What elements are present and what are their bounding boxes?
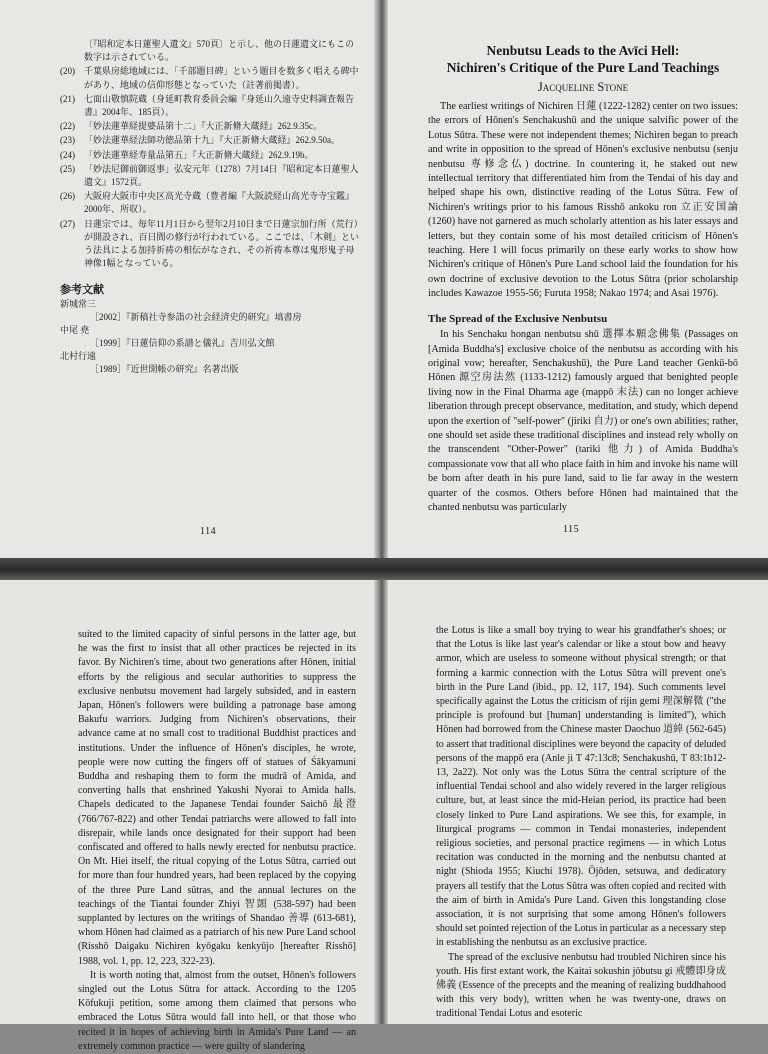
bibliography-entry: ［2002］『新稿社寺参詣の社会経済史的研究』塙書房 xyxy=(90,311,302,322)
note xyxy=(60,65,360,91)
author: Jacqueline Stone xyxy=(537,80,629,94)
bibliography-entry: ［1999］『日蓮信仰の系譜と儀礼』吉川弘文館 xyxy=(90,337,275,348)
article-title xyxy=(428,42,738,76)
paragraph: suited to the limited capacity of sinful persons in the latter age, but he was the first to insist that all other practices be rejected in its favor. By Nichiren's time, about two generations after Hōnen, initial efforts by the religious and secular authorities to suppress the exclusive nenbutsu movement had largely subsided, and in eastern Japan, Hōnen's followers were building a patronage base among Bakufu warriors. Judging from Nichiren's observations, their advance came at no small cost to traditional Buddhist practices and institutions. Under the influence of Hōnen's disciples, he wrote, people were now cutting the fingers off of statues of Śākyamuni Buddha and reshaping them to form the mudrā of Amida, and converting halls that enshrined Yakushi Nyorai to Amida halls. Chapels dedicated to the Japanese Tendai founder Saichō 最澄 (766/767-822) and other Tendai patriarchs were allowed to fall into disrepair, while lands once designated for their support had been confiscated and offered to halls newly erected for nenbutsu practice. On Mt. Hiei itself, the ritual copying of the Lotus Sūtra, carried out for more than four hundred years, had been replaced by the copying of the three Pure Land sūtras, and the annual lectures on the teachings of the Tiantai founder Zhiyi 智顗 (538-597) had been supplanted by lectures on the writings of Shandao 善導 (613-681), whom Hōnen had claimed as a patriarch of his new Pure Land school (Risshō Daigaku Nichiren kyōgaku kenkyūjo [hereafter Risshō] 1988, vol. 1, pp. 12, 223, 322-23). xyxy=(78,629,356,967)
bibliography-entry: 中尾 堯 xyxy=(60,324,90,335)
note-text: 七面山敬慎院蔵（身延町教育委員会編『身延山久遠寺史料調査報告書』2004年、185頁）。 xyxy=(84,93,355,118)
note xyxy=(60,38,360,64)
paragraph: The earliest writings of Nichiren 日蓮 (1222-1282) center on two issues: the errors of Hōnen's Senchakushū and the unique salvific power of the Lotus Sūtra. These were not independent themes; Nichiren began to preach and write in opposition to the spread of Hōnen's exclusive nenbutsu (senju nenbutsu 専修念仏) doctrine. In countering it, he staked out new intellectual territory that differentiated him from the Tendai of his day and helped shape his own, distinctive reading of the Lotus Sūtra. Few of Nichiren's writings prior to his famous Risshō ankoku ron 立正安国論 (1260) have not garnered as much scholarly attention as his later essays and letters, but they contain some of his most detailed criticism of Hōnen's teaching. Here I will focus primarily on these early works to show how Nichiren's critique of Hōnen's Pure Land school laid the foundation for his own doctrine of exclusive devotion to the Lotus Sūtra (prior scholarship includes Kawazoe 1955-56; Furuta 1958; Nakao 1974; and Asai 1976). xyxy=(428,101,738,300)
note-text: 「妙法尼御前御返事」弘安元年（1278）7月14日『昭和定本日蓮聖人遺文』1572頁。 xyxy=(84,163,359,188)
page-number: 115 xyxy=(563,524,580,535)
note-number: (24) xyxy=(60,149,75,160)
note-number: (23) xyxy=(60,135,75,146)
paragraph: The spread of the exclusive nenbutsu had troubled Nichiren since his youth. His first extant work, the Kaitai sokushin jōbutsu gi 戒體即身成佛義 (Essence of the precepts and the meaning of realizing buddhahood with this very body), written when he was twenty-one, draws on traditional Tendai Lotus and esoteric xyxy=(436,951,726,1020)
page-number: 114 xyxy=(200,526,217,537)
note-text: 日蓮宗では、毎年11月1日から翌年2月10日まで日蓮宗加行所（荒行）が開設され、百日間の修行が行われている。ここでは、「木剣」という法具による加持祈祷の相伝がなされ、その祈祷本尊は鬼形鬼子母神像1幅となっている。 xyxy=(84,218,360,269)
note xyxy=(60,149,360,162)
title-line: Nenbutsu Leads to the Avīci Hell: xyxy=(486,43,680,58)
bibliography-entry: 北村行遠 xyxy=(60,350,97,361)
note-text: 〔『昭和定本日蓮聖人遺文』570頁〕と示し、他の日蓮遺文にもこの数字は示されている。 xyxy=(84,39,355,63)
section-heading: The Spread of the Exclusive Nenbutsu xyxy=(428,312,608,325)
page-114 xyxy=(0,0,374,560)
note-number: (21) xyxy=(60,93,75,104)
note-number: (20) xyxy=(60,66,75,77)
note-text: 「妙法蓮華経提婆品第十二」『大正新脩大蔵経』262.9.35c。 xyxy=(84,121,322,132)
bibliography-entry: ［1989］『近世開帳の研究』名著出版 xyxy=(90,363,239,374)
title-line: Nichiren's Critique of the Pure Land Teachings xyxy=(446,60,720,75)
bottom-spread xyxy=(0,580,768,1052)
note-text: 「妙法蓮華経法師功徳品第十九」『大正新脩大蔵経』262.9.50a。 xyxy=(84,135,340,146)
page-117 xyxy=(388,580,768,1024)
book-gutter xyxy=(374,0,388,560)
book-gutter xyxy=(374,580,388,1024)
article-body xyxy=(436,624,726,1022)
article-body xyxy=(78,628,356,1054)
note xyxy=(60,163,360,189)
note-text: 「妙法蓮華経寿量品第五」『大正新脩大蔵経』262.9.19b。 xyxy=(84,149,314,160)
note xyxy=(60,93,360,119)
note-number: (25) xyxy=(60,163,75,174)
paragraph: In his Senchaku hongan nenbutsu shū 選擇本願念佛集 (Passages on [Amida Buddha's] exclusive choice of the nenbutsu as according with his original vow; hereafter, Senchakushū), the Pure Land teacher Genkū-bō Hōnen 源空房法然 (1133-1212) famously argued that benighted people living now in the Final Dharma age (mappō 末法) can no longer achieve liberation through precept observance, meditation, and study, which depend upon the exertion of "self-power" (jiriki 自力) or one's own abilities; rather, one should set aside these traditional disciplines and instead rely wholly on the transcendent "Other-Power" (tariki 他力) of Amida Buddha's compassionate vow that all who place faith in him and invoke his name will be born after death in his pure land, said to lie far away in the western quarter of the cosmos. Others before Hōnen had maintained that the chanted nenbutsu was particularly xyxy=(428,329,738,513)
note xyxy=(60,134,360,147)
article-body xyxy=(428,100,738,515)
spread-divider xyxy=(0,558,768,582)
paragraph: the Lotus is like a small boy trying to wear his grandfather's shoes; or that the Lotus is like last year's calendar or like a stout bow and heavy armor, which are useless to someone without physical strength; or that forming a karmic connection with the Lotus Sūtra will prevent one's birth in the Pure Land (ibid., pp. 12, 117, 194). Such comments level specifically against the Lotus the criticism of rijin gemi 理深解微 ("the principle is profound but [human] understanding is limited"), which Hōnen had borrowed from the Chinese master Daochuo 道綽 (562-645) to assert that traditional disciplines were beyond the capacity of deluded persons of the mappō era (Anle ji T 47:13c8; Senchakushū, T 83:1b12-13, 2a22). Not only was the Lotus Sūtra the central scripture of the influential Tendai school and also widely revered in the larger religious culture, but, at least since the mid-Heian period, its practice had been closely linked to Pure Land aspirations. We see this, for example, in liturgical programs — common in Tendai monasteries, independent religious societies, and personal practice regimens — in which Lotus recitation was conducted in the morning and the nenbutsu chanted at night (Shioda 1955; Kiuchi 1978). Ōjōden, setsuwa, and dedicatory prayers all testify that the Lotus Sūtra was often copied and recited with the aim of birth in Amida's Pure Land. Given this longstanding close association, it is not surprising that some among Hōnen's followers should set pointed rejection of the Lotus in particular as a necessary step in establishing the nenbutsu as an exclusive practice. xyxy=(436,625,726,949)
page-116 xyxy=(0,580,374,1052)
note-number: (22) xyxy=(60,121,75,132)
note xyxy=(60,120,360,133)
paragraph: It is worth noting that, almost from the outset, Hōnen's followers singled out the Lotus Sūtra for attack. According to the 1205 Kōfukuji petition, some among them claimed that persons who embraced the Lotus Sūtra would fall into hell, or that those who recited it in hopes of achieving birth in Amida's Pure Land — an extremely common practice — were guilty of slandering xyxy=(78,969,356,1052)
bibliography-entry: 新城常三 xyxy=(60,298,97,309)
note xyxy=(60,190,360,216)
note-text: 千葉県房総地域には、「千部題目碑」という題目を数多く唱える碑中があり、地域の信仰形態となっていた（註著前掲書）。 xyxy=(84,66,359,90)
note-number: (26) xyxy=(60,191,75,202)
page-115 xyxy=(388,0,768,560)
note-number: (27) xyxy=(60,218,75,229)
bibliography-heading: 参考文献 xyxy=(60,284,104,297)
note xyxy=(60,218,360,271)
note-text: 大阪府大阪市中央区高光寺蔵（豊者編『大阪読経山高光寺寺宝鑑』2000年、所収）。 xyxy=(84,191,355,215)
endnotes xyxy=(60,38,360,376)
